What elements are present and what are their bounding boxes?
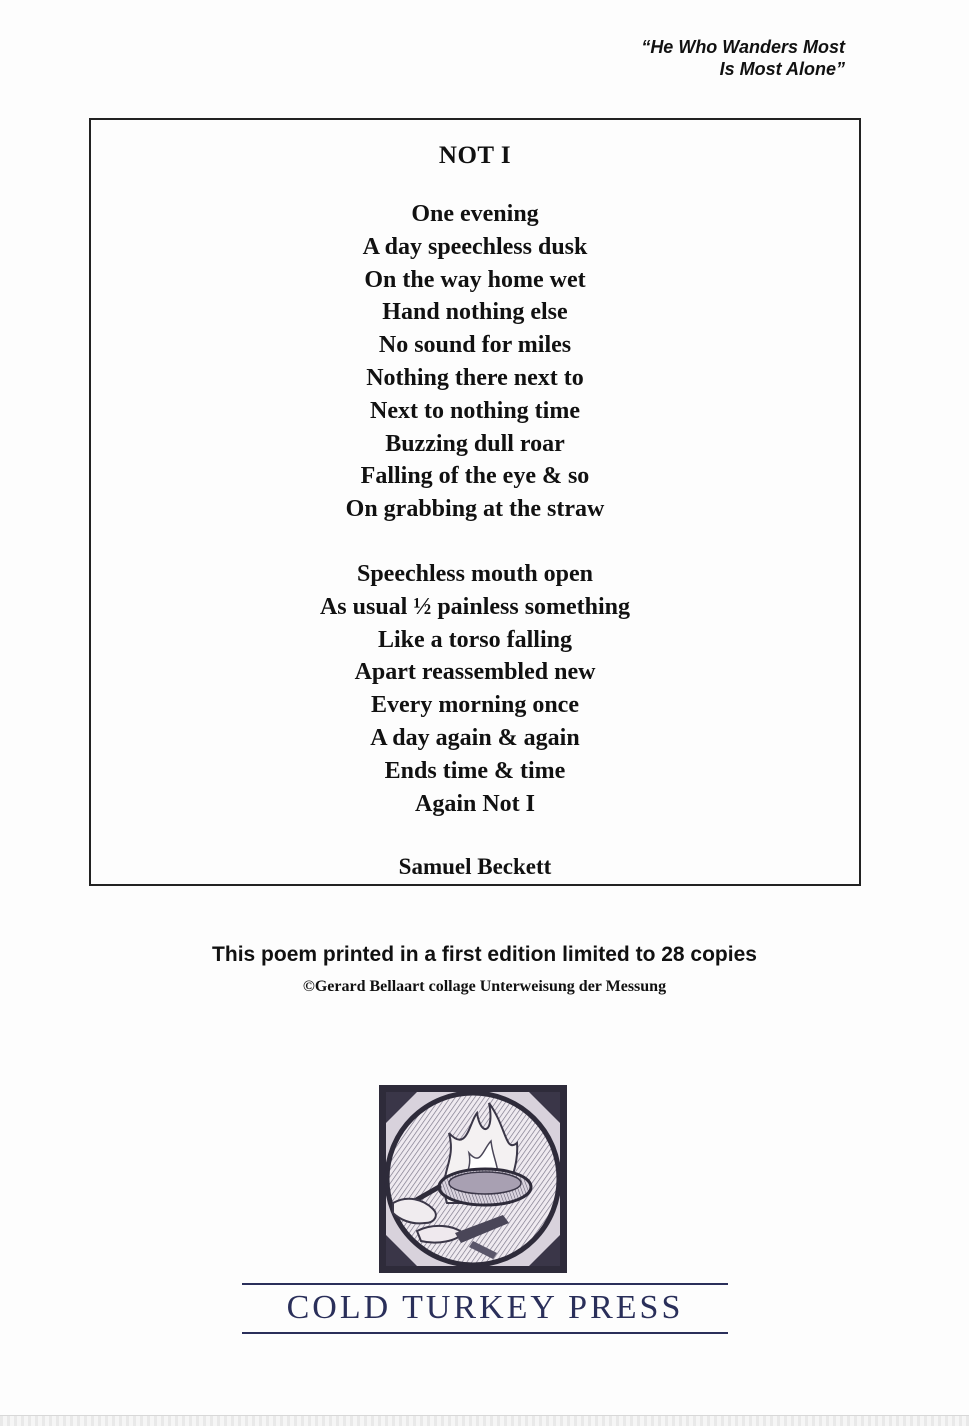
poem-title: NOT I — [438, 142, 512, 169]
poem-line: Next to nothing time — [370, 397, 580, 424]
poem-line: A day again & again — [370, 724, 580, 751]
epigraph-line-2: Is Most Alone” — [719, 59, 845, 79]
engraving-pan-over-fire-icon — [377, 1083, 569, 1275]
poem-author: Samuel Beckett — [398, 854, 552, 880]
poem-line: Like a torso falling — [377, 626, 572, 653]
epigraph — [545, 36, 845, 80]
poem-line: One evening — [411, 201, 539, 227]
poem-line: As usual ½ painless something — [319, 593, 631, 620]
torn-page-edge — [0, 1415, 969, 1426]
poem-line: No sound for miles — [378, 332, 572, 359]
poem-line: Again Not I — [414, 790, 535, 817]
epigraph-line-1: “He Who Wanders Most — [641, 37, 845, 57]
stanza-2 — [91, 558, 859, 820]
press-rule-bottom — [242, 1332, 728, 1334]
press-name: COLD TURKEY PRESS — [286, 1289, 684, 1326]
poem-line: Hand nothing else — [382, 299, 568, 326]
poem-line: On the way home wet — [364, 266, 586, 293]
poem-line: Nothing there next to — [366, 364, 584, 391]
poem-line: On grabbing at the straw — [345, 496, 605, 523]
poem-line: Every morning once — [371, 692, 579, 719]
stanza-1 — [91, 198, 859, 526]
poem-box — [89, 118, 861, 886]
poem-line: Speechless mouth open — [356, 560, 594, 587]
poem-line: Apart reassembled new — [354, 659, 596, 686]
credit-note: ©Gerard Bellaart collage Unterweisung der Messung — [302, 978, 667, 995]
press-rule-top — [242, 1283, 728, 1285]
edition-note: This poem printed in a first edition limited to 28 copies — [212, 943, 757, 966]
poem-line: Ends time & time — [384, 757, 566, 784]
poem-line: A day speechless dusk — [362, 233, 588, 260]
poem-line: Buzzing dull roar — [385, 430, 565, 457]
poem-line: Falling of the eye & so — [360, 463, 590, 490]
